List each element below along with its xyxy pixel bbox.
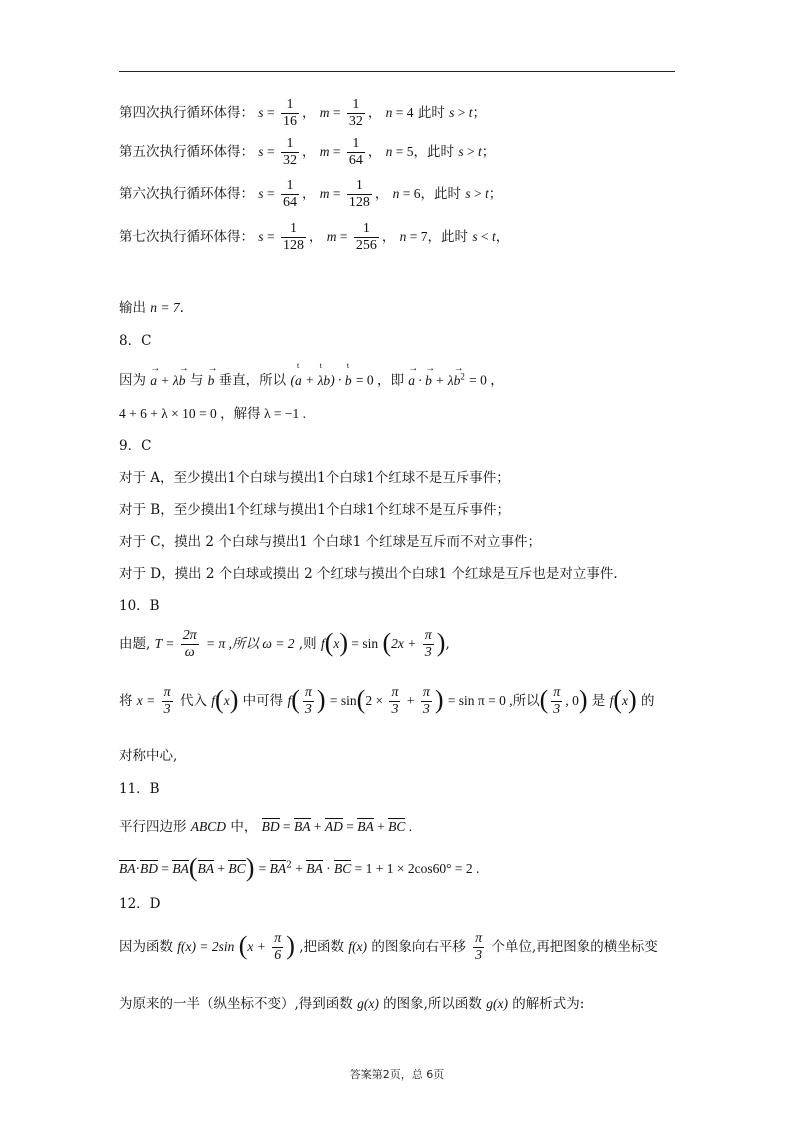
q9-item-a: 对于 A，至少摸出1个白球与摸出1个白球1个红球不是互斥事件； <box>119 470 510 486</box>
q9-heading: 9．C <box>119 438 152 454</box>
output-line: 输出 n = 7. <box>119 300 184 316</box>
page-footer: 答案第2页，总 6页 <box>349 1068 445 1081</box>
loop-line-5: 第五次执行循环体得： s = $\frac{1}{32}$ ， m = $\frac{1}{64}$ ， n = 5，此时 s > t； <box>119 136 496 169</box>
q10-line-2: 将 x = $\frac{\pi}{3}$ 代入 f(x) 中可得 f( $\frac{\pi}{3}$ ) = sin(2 × $\frac{\pi}{3}$ + $\frac{\pi}{3}$ ) = sin π = 0 ,所以( $\frac{\pi}{3}$ , 0) 是 f(x) 的 <box>119 685 655 718</box>
q8-heading: 8．C <box>119 333 152 349</box>
q8-line-2: 4 + 6 + λ × 10 = 0 ，解得 λ = −1 . <box>119 406 307 421</box>
q9-item-d: 对于 D，摸出 2 个白球或摸出 2 个红球与摸出个白球1 个红球是互斥也是对立事件. <box>119 566 618 582</box>
loop-line-4: 第四次执行循环体得： s = $\frac{1}{16}$ ， m = $\frac{1}{32}$ ， n = 4 此时 s > t； <box>119 97 487 130</box>
q11-line-1: 平行四边形 ABCD 中， BD = BA + AD = BA + BC . <box>119 819 413 835</box>
q12-line-1: 因为函数 f(x) = 2sin (x + $\frac{\pi}{6}$ ) ,把函数 f(x) 的图象向右平移 $\frac{\pi}{3}$ 个单位,再把图象的横坐标变 <box>119 931 658 964</box>
q12-line-2: 为原来的一半（纵坐标不变）,得到函数 g(x) 的图象,所以函数 g(x) 的解析式为: <box>119 996 585 1012</box>
q12-heading: 12．D <box>119 896 161 912</box>
q11-heading: 11．B <box>119 781 160 797</box>
loop-line-7: 第七次执行循环体得： s = $\frac{1}{128}$ ， m = $\frac{1}{256}$ ， n = 7，此时 s < t， <box>119 221 510 254</box>
q9-item-c: 对于 C，摸出 2 个白球与摸出1 个白球1 个红球是互斥而不对立事件； <box>119 534 542 550</box>
header-rule <box>119 71 675 72</box>
q9-item-b: 对于 B，至少摸出1个红球与摸出1个白球1个红球不是互斥事件； <box>119 502 510 518</box>
q8-line-1: 因为 → a + λ→ b 与 → b 垂直，所以 (t a + t λb) · t b = 0 ，即 → a · → $b + \lambda\to b^2 = 0$ ， <box>119 371 504 389</box>
q11-line-2: $BA\cdot BD = BA(BA + BC) = BA^2$ + BA · BC = 1 + 1 × 2cos60° = 2 . <box>119 853 480 882</box>
q10-line-1: 由题, T = $\frac{2\pi}{\omega}$ = π ,所以 ω = 2 ,则 f(x) = sin (2x + $\frac{\pi}{3}$ ), <box>119 628 450 661</box>
q10-heading: 10．B <box>119 598 160 614</box>
q10-line-3: 对称中心, <box>119 748 178 764</box>
loop-line-6: 第六次执行循环体得： s = $\frac{1}{64}$ ， m = $\frac{1}{128}$ ， n = 6，此时 s > t； <box>119 178 503 211</box>
